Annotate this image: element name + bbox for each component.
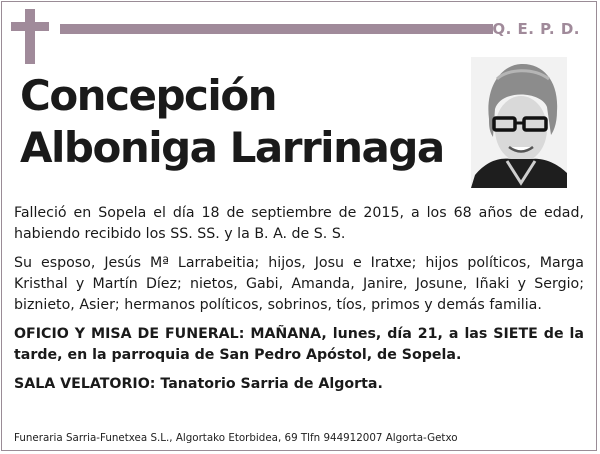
cross-horizontal-bar: [11, 22, 49, 31]
deceased-portrait: [471, 57, 567, 188]
cross-vertical-bar: [25, 9, 35, 64]
deceased-name: [20, 70, 444, 174]
deceased-surnames: Alboniga Larrinaga: [20, 123, 444, 172]
header-rule: [60, 24, 493, 34]
family-paragraph: Su esposo, Jesús Mª Larrabeitia; hijos, Josu e Iratxe; hijos políticos, Marga Kristhal y Martín Díez; nietos, Gabi, Amanda, Janire, Josune, Iñaki y Sergio; biznieto, Asier; hermanos políticos, sobrinos, tíos, primos y demás familia.: [14, 255, 584, 313]
death-notice-paragraph: Falleció en Sopela el día 18 de septiembre de 2015, a los 68 años de edad, habiendo recibido los SS. SS. y la B. A. de S. S.: [14, 205, 584, 242]
funeral-paragraph: OFICIO Y MISA DE FUNERAL: MAÑANA, lunes, día 21, a las SIETE de la tarde, en la parroquia de San Pedro Apóstol, de Sopela.: [14, 326, 584, 363]
portrait-image: [471, 57, 567, 188]
wake-paragraph: SALA VELATORIO: Tanatorio Sarria de Algorta.: [14, 376, 383, 392]
qepd-label: Q. E. P. D.: [492, 20, 580, 38]
deceased-first-name: Concepción: [20, 71, 277, 120]
obituary-body: [14, 203, 584, 403]
funeral-home-footer: Funeraria Sarria-Funetxea S.L., Algortako Etorbidea, 69 Tlfn 944912007 Algorta-Getxo: [14, 432, 458, 444]
